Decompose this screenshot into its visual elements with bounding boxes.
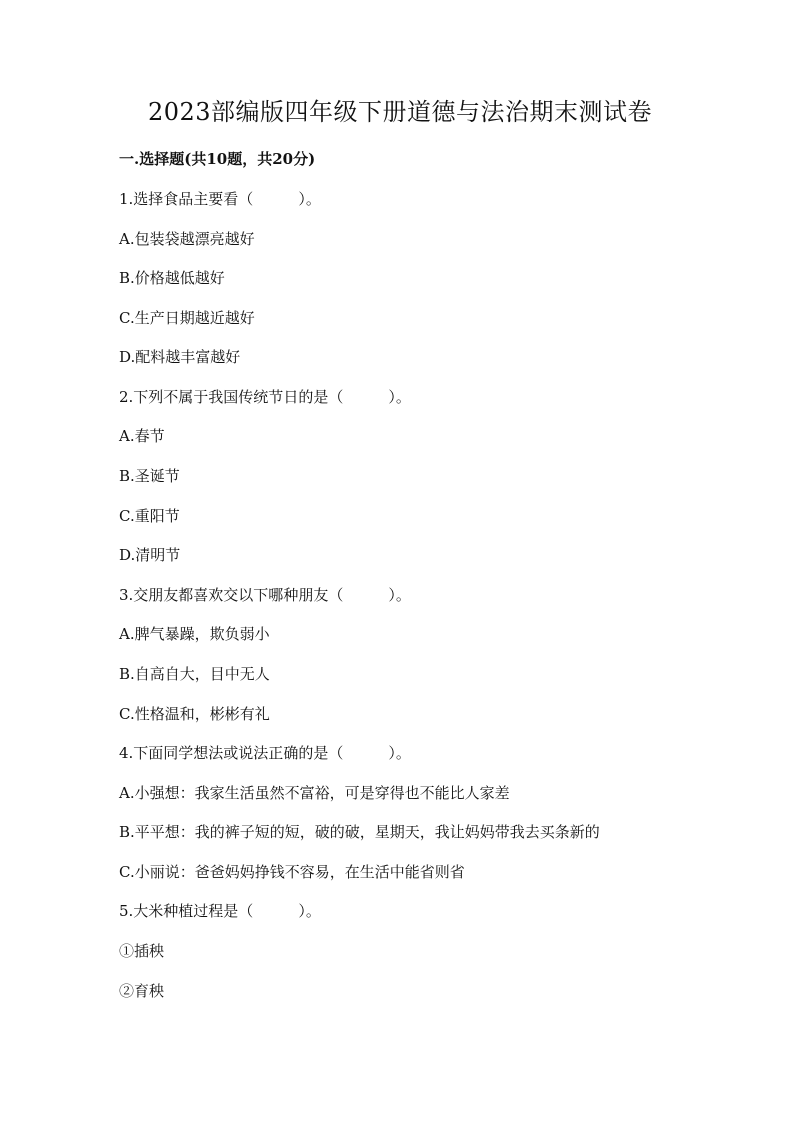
option-3b: B.自高自大，目中无人 xyxy=(119,665,270,683)
option-4a: A.小强想：我家生活虽然不富裕，可是穿得也不能比人家差 xyxy=(119,784,510,802)
option-2c: C.重阳节 xyxy=(119,507,180,525)
option-4c: C.小丽说：爸爸妈妈挣钱不容易，在生活中能省则省 xyxy=(119,863,465,881)
option-2b: B.圣诞节 xyxy=(119,467,180,485)
step-2: ②育秧 xyxy=(119,982,165,1000)
option-1b: B.价格越低越好 xyxy=(119,269,225,287)
question-3: 3.交朋友都喜欢交以下哪种朋友（ ）。 xyxy=(119,586,411,604)
section-heading: 一.选择题(共10题，共20分) xyxy=(119,150,316,168)
option-1c: C.生产日期越近越好 xyxy=(119,309,255,327)
question-4: 4.下面同学想法或说法正确的是（ ）。 xyxy=(119,744,411,762)
option-2a: A.春节 xyxy=(119,427,165,445)
option-3c: C.性格温和，彬彬有礼 xyxy=(119,705,270,723)
question-1: 1.选择食品主要看（ ）。 xyxy=(119,190,321,208)
option-4b: B.平平想：我的裤子短的短，破的破，星期天，我让妈妈带我去买条新的 xyxy=(119,823,600,841)
exam-title: 2023部编版四年级下册道德与法治期末测试卷 xyxy=(147,98,653,126)
option-1d: D.配料越丰富越好 xyxy=(119,348,241,366)
question-5: 5.大米种植过程是（ ）。 xyxy=(119,902,321,920)
step-1: ①插秧 xyxy=(119,942,165,960)
option-3a: A.脾气暴躁，欺负弱小 xyxy=(119,625,270,643)
option-2d: D.清明节 xyxy=(119,546,181,564)
option-1a: A.包装袋越漂亮越好 xyxy=(119,230,255,248)
question-2: 2.下列不属于我国传统节日的是（ ）。 xyxy=(119,388,411,406)
